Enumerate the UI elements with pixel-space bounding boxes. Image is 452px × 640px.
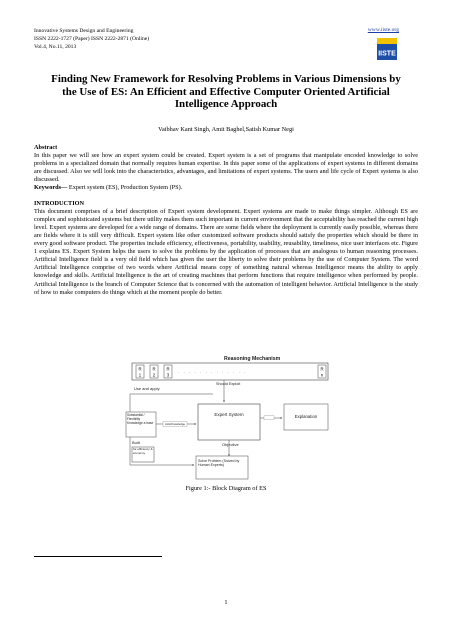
rule-box-2-r: R	[152, 366, 156, 372]
reasoning-mechanism-title: Reasoning Mechanism	[224, 356, 281, 362]
solve-problem-text: Solve Problem (Solved by Human Experts)	[198, 459, 240, 468]
keywords-text: Expert system (ES), Production System (PS).	[67, 184, 183, 192]
objective-label: Objective	[222, 442, 239, 447]
iiste-logo-icon	[375, 36, 399, 62]
built-sub-text: for efficiency & economy	[133, 448, 153, 455]
rule-box-1	[136, 365, 144, 378]
rule-box-3	[164, 365, 172, 378]
journal-issn: ISSN 2222-1727 (Paper) ISSN 2222-2871 (Online)	[34, 36, 150, 43]
abstract-text: In this paper we will see how an expert system could be created. Expert system is a set of programs that manipulate encoded knowledge to solve problems in a specialized domain that normally requires human expertise. In this paper some of the applications of expert systems in different domains are discussed. Also we will look into the characteristics, advantages, and limitations of expert systems. The users and life cycle of Expert systems is also discussed.	[34, 152, 418, 184]
rule-box-n-r: R	[320, 366, 324, 372]
rule-box-2-n: 2	[152, 372, 156, 378]
rule-dots: . . . . . . . . . . . . .	[178, 369, 247, 374]
rule-box-n	[318, 365, 326, 378]
knowledge-base-text-wrap	[127, 413, 155, 437]
keywords-line	[34, 184, 418, 192]
should-exploit-label	[216, 382, 241, 386]
paper-body	[34, 144, 418, 297]
rule-box-2	[150, 365, 158, 378]
rule-box-1-r: R	[138, 366, 142, 372]
rule-box-n-n: n	[320, 372, 324, 378]
solve-problem-text-wrap	[198, 459, 246, 479]
expert-system-box	[198, 404, 260, 440]
rule-box-3-r: R	[166, 366, 170, 372]
should-exploit-text: Should Exploit	[216, 382, 241, 386]
journal-name: Innovative Systems Design and Engineering	[34, 28, 134, 34]
built-label: Built	[132, 440, 140, 445]
journal-url-link[interactable]: www.iiste.org	[367, 27, 399, 33]
paper-title: Finding New Framework for Resolving Problems in Various Dimensions by the Use of ES: An Efficient and Effective Computer Oriented Artificial Intelligence Approach	[51, 73, 401, 111]
figure-caption: Figure 1:- Block Diagram of ES	[185, 485, 267, 492]
paper-authors: Vaibhav Kant Singh, Amit Baghel,Satish Kumar Negi	[158, 126, 294, 133]
use-and-apply-label: Use and apply	[134, 386, 160, 391]
journal-header	[34, 27, 334, 52]
knowledge-base-text: Substantial / Flexibility Knowledge a base	[127, 413, 154, 425]
journal-volume: Vol.4, No.11, 2013	[34, 44, 77, 51]
rule-box-1-n: 1	[138, 372, 142, 378]
rule-box-3-n: 3	[166, 372, 170, 378]
page-number: 1	[224, 599, 228, 606]
built-text-wrap	[133, 448, 153, 462]
footnote-rule	[34, 556, 162, 557]
introduction-text: This document comprises of a brief description of Expert system development. Expert systems are made to make things simpler. Although ES are complex and sophisticated systems but there utility makes them such important in current environment that the acceptability has reached the current high level. Expert systems are developed for a wide range of domains. There are some fields where the deployment is currently easily possible, whereas there are fields where it is still very difficult. Expert system like other customized software products should satisfy the properties which should be there in every good software product. The properties include efficiency, effectiveness, portability, usability, reusability, timeliness, nice user interfaces etc. Figure 1 explains ES. Expert System helps the users to solve the problems by the application of processes that are analogous to human reasoning processes. Artificial Intelligence field is a very old field which has given the user the liberty to solve their problems by the use of Computer System. The word Artificial Intelligence comprise of two words where Artificial means copy of something natural whereas Intelligence means the ability to apply knowledge and skills. Artificial Intelligence is the art of creating machines that perform functions that require intelligence when performed by people. Artificial Intelligence is the branch of Computer Science that is concerned with the automation of intelligent behavior. Artificial Intelligence is the study of how to make computers do things which at the moment people do better.	[34, 207, 418, 296]
abstract-heading: Abstract	[34, 144, 58, 151]
expert-system-label: Expert System	[214, 412, 244, 417]
introduction-heading: INTRODUCTION	[34, 199, 85, 207]
explanation-tag	[264, 416, 274, 420]
explanation-label: Explanation	[294, 414, 318, 419]
keywords-label: Keywords—	[34, 184, 68, 192]
block-diagram-figure	[118, 352, 334, 481]
logo-text: IISTE	[378, 50, 396, 58]
acts-knowledge-label: Acts/Knowledge	[164, 422, 186, 426]
